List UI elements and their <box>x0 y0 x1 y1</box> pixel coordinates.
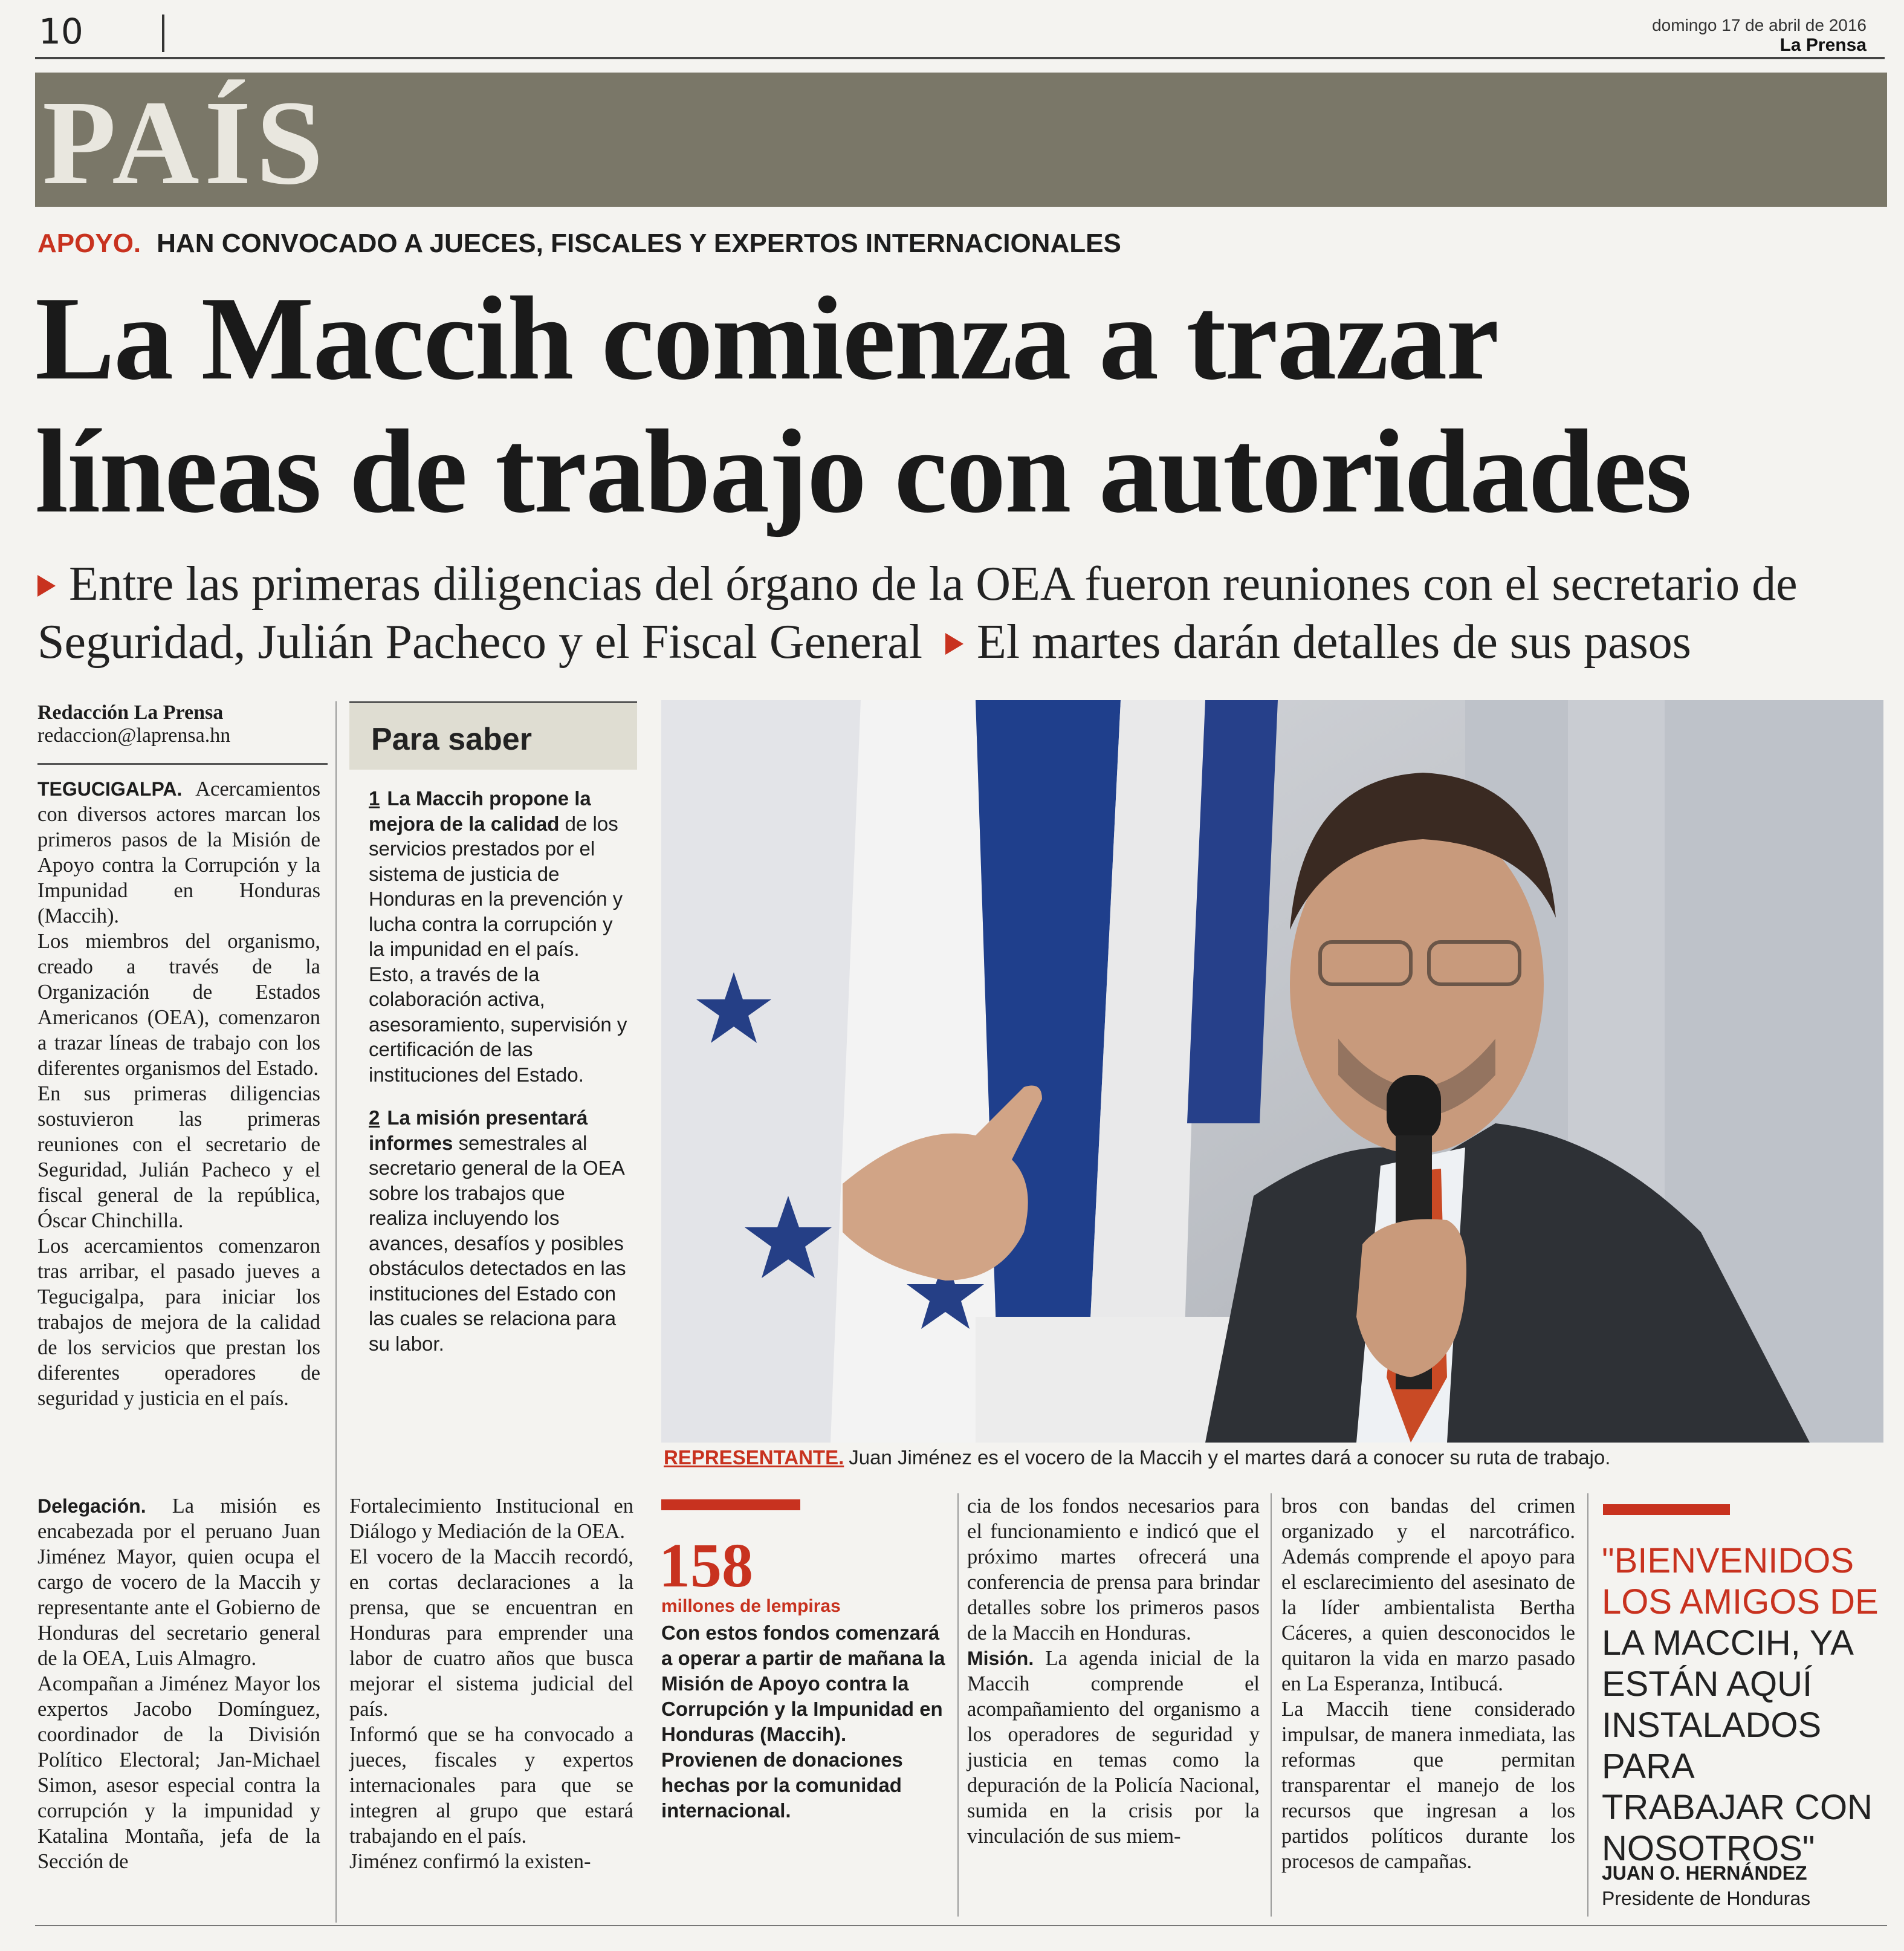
caption-text: Juan Jiménez es el vocero de la Maccih y el martes dará a conocer su ruta de trabajo. <box>849 1446 1611 1469</box>
item-number: 1 <box>369 787 380 810</box>
sidebar-list <box>369 786 629 1374</box>
body-column-5 <box>1281 1493 1575 1874</box>
sidebar-item-2 <box>369 1105 629 1356</box>
subhead: Delegación. <box>37 1495 146 1517</box>
paragraph: Jiménez confirmó la existen- <box>349 1850 591 1873</box>
paragraph: Informó que se ha convocado a jueces, fiscales y expertos internacionales para que se integren al grupo que estará trabajando en el país. <box>349 1723 633 1848</box>
quote-dark-part: LA MACCIH, YA ESTÁN AQUÍ INSTALADOS PARA TRABAJAR CON NOSOTROS" <box>1602 1623 1873 1868</box>
item-number: 2 <box>369 1106 380 1129</box>
sidebar-title: Para saber <box>371 722 532 757</box>
paragraph: El vocero de la Maccih recordó, en cortas declaraciones a la prensa, que se encuentran en Honduras para emprender una labor de cuatro años que busca mejorar el sistema judicial del país. <box>349 1545 633 1721</box>
item-bold: La Maccih propone la mejora de la calidad <box>369 787 591 835</box>
quote-red-part: "BIENVENIDOS LOS AMIGOS DE <box>1602 1541 1879 1622</box>
quote-author: JUAN O. HERNÁNDEZ <box>1602 1862 1807 1884</box>
news-photo <box>661 700 1883 1443</box>
kicker-label: APOYO. <box>37 229 141 258</box>
column-divider <box>1587 1493 1588 1917</box>
headline-line-2: líneas de trabajo con autoridades <box>35 405 1691 537</box>
bottom-rule <box>35 1925 1887 1926</box>
item-text: de los servicios prestados por el sistema de justicia de Honduras en la prevención y lucha contra la corrupción y la impunidad en el país. Esto, a través de la colaboración activa, asesoramiento, supervisión y certificación de las instituciones del Estado. <box>369 812 627 1086</box>
quote-accent-bar <box>1603 1504 1730 1515</box>
paragraph: La Maccih tiene considerado impulsar, de manera inmediata, las reformas que permitan transparentar el manejo de los recursos que ingresan a los partidos políticos durante los procesos de campañas. <box>1281 1698 1575 1873</box>
byline-rule <box>37 763 328 765</box>
header-rule <box>35 57 1885 59</box>
paragraph: La agenda inicial de la Maccih comprende el acompañamiento del organismo a los operadores de seguridad y justicia en temas como la depuración de la Policía Nacional, sumida en la crisis por la vinculación de sus miem- <box>967 1647 1260 1848</box>
paragraph: Los miembros del organismo, creado a través de la Organización de Estados Americanos (OEA), comenzaron a trazar líneas de trabajo con los diferentes organismos del Estado. <box>37 930 320 1080</box>
paragraph: La misión es encabezada por el peruano Juan Jiménez Mayor, quien ocupa el cargo de vocero de la Maccih y representante ante el Gobierno de Honduras del secretario general de la OEA, Luis Almagro. <box>37 1495 320 1670</box>
caption-tag: REPRESENTANTE. <box>664 1446 844 1469</box>
sidebar-header <box>349 701 637 770</box>
dateline: TEGUCIGALPA. <box>37 778 183 800</box>
deck-part-2: El martes darán detalles de sus pasos <box>976 615 1691 669</box>
triangle-bullet-icon <box>37 575 56 597</box>
item-text: semestrales al secretario general de la OEA sobre los trabajos que realiza incluyendo los avances, desafíos y posibles obstáculos detectados en las instituciones del Estado con las cuales se relaciona para su labor. <box>369 1131 626 1355</box>
body-column-4 <box>967 1493 1260 1849</box>
section-title: PAÍS <box>42 76 328 210</box>
column-divider <box>1271 1493 1272 1917</box>
column-divider <box>335 701 337 1923</box>
item-bold: La misión presentará informes <box>369 1106 588 1154</box>
photo-caption <box>664 1446 1885 1469</box>
paragraph: Los acercamientos comenzaron tras arribar, el pasado jueves a Tegucigalpa, para iniciar los trabajos de mejora de la calidad de los servicios que prestan los diferentes operadores de seguridad y justicia en el país. <box>37 1235 320 1410</box>
headline-line-1: La Maccih comienza a trazar <box>35 272 1498 404</box>
byline <box>37 701 334 747</box>
quote-author-role: Presidente de Honduras <box>1602 1888 1811 1909</box>
triangle-bullet-icon <box>945 633 963 655</box>
deck <box>37 555 1887 671</box>
paragraph: cia de los fondos necesarios para el funcionamiento e indicó que el próximo martes ofrecerá una conferencia de prensa para brindar detalles sobre los primeros pasos de la Maccih en Honduras. <box>967 1495 1260 1644</box>
paragraph: Acercamientos con diversos actores marcan los primeros pasos de la Misión de Apoyo contra la Corrupción y la Impunidad en Honduras (Maccih). <box>37 777 320 927</box>
stat-unit: millones de lempiras <box>661 1596 841 1616</box>
sidebar-item-1 <box>369 786 629 1087</box>
header-info <box>1652 16 1867 56</box>
header-divider <box>162 15 164 52</box>
kicker <box>37 229 1121 259</box>
paragraph: Acompañan a Jiménez Mayor los expertos Jacobo Domínguez, coordinador de la División Político Electoral; Jan-Michael Simon, asesor especial contra la corrupción y la impunidad y Katalina Montaña, jefa de la Sección de <box>37 1672 320 1873</box>
newspaper-name: La Prensa <box>1779 35 1867 55</box>
subhead: Misión. <box>967 1647 1034 1669</box>
paragraph: bros con bandas del crimen organizado y el narcotráfico. Además comprende el apoyo para el esclarecimiento del asesinato de la líder ambientalista Bertha Cáceres, a quien desconocidos le quitaron la vida en marzo pasado en La Esperanza, Intibucá. <box>1281 1495 1575 1695</box>
body-column-2 <box>349 1493 633 1874</box>
byline-email[interactable]: redaccion@laprensa.hn <box>37 724 231 747</box>
column-divider <box>957 1493 959 1917</box>
page-number: 10 <box>39 11 83 52</box>
paragraph: Fortalecimiento Institucional en Diálogo y Mediación de la OEA. <box>349 1495 633 1543</box>
stat-number: 158 <box>659 1531 753 1600</box>
speaker-photo-illustration <box>661 700 1883 1443</box>
paragraph: En sus primeras diligencias sostuvieron las primeras reuniones con el secretario de Seguridad, Julián Pacheco y el fiscal general de la república, Óscar Chinchilla. <box>37 1082 320 1232</box>
stat-accent-bar <box>661 1499 800 1510</box>
stat-description: Con estos fondos comenzará a operar a partir de mañana la Misión de Apoyo contra la Corrupción y la Impunidad en Honduras (Maccih). Provienen de donaciones hechas por la comunidad internacional. <box>661 1622 945 1822</box>
deck-part-1: Entre las primeras diligencias del órgano de la OEA fueron reuniones con el secretario de Seguridad, Julián Pacheco y el Fiscal General <box>37 557 1798 669</box>
pull-quote <box>1602 1540 1880 1869</box>
body-column-1-continued <box>37 1493 320 1874</box>
issue-date: domingo 17 de abril de 2016 <box>1652 16 1867 34</box>
kicker-text: HAN CONVOCADO A JUECES, FISCALES Y EXPERTOS INTERNACIONALES <box>157 229 1121 258</box>
headline <box>35 272 1891 538</box>
byline-name: Redacción La Prensa <box>37 701 224 724</box>
body-column-1 <box>37 776 320 1411</box>
